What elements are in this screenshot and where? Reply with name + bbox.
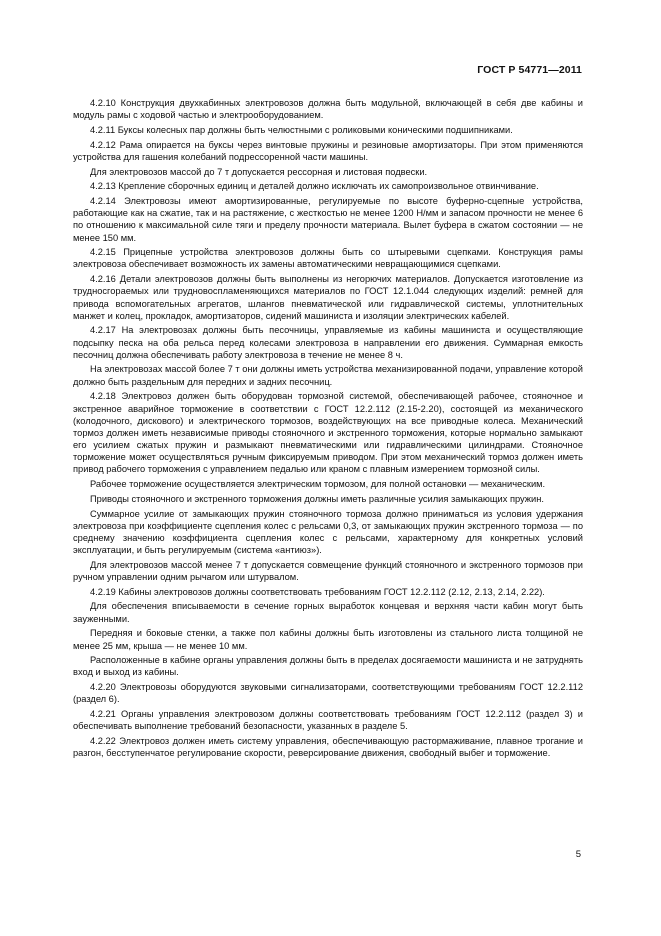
paragraph-4-2-14: 4.2.14 Электровозы имеют амортизированные, регулируемые по высоте буферно-сцепные устройства, работающие как на сжатие, так и на растяжение, с жесткостью не менее 1200 Н/мм и запасом прочности не менее 6 по отношению к максимальной силе тяги и пределу прочности материала. Вылет буфера в сжатом состоянии — не менее 150 мм. (73, 196, 583, 243)
paragraph-4-2-19-walls: Передняя и боковые стенки, а также пол кабины должны быть изготовлены из стального листа толщиной не менее 25 мм, крыша — не менее 10 мм. (73, 628, 583, 651)
paragraph-4-2-19-narrow: Для обеспечения вписываемости в сечение горных выработок концевая и верхняя части кабин могут быть зауженными. (73, 601, 583, 624)
paragraph-4-2-15: 4.2.15 Прицепные устройства электровозов должны быть со штыревыми сцепками. Конструкция рамы электровоза обеспечивает возможность их замены автоматическими невращающимися сцепками. (73, 247, 583, 270)
paragraph-4-2-18: 4.2.18 Электровоз должен быть оборудован тормозной системой, обеспечивающей рабочее, стояночное и экстренное аварийное торможение в соответствии с ГОСТ 12.2.112 (2.15-2.20), состоящей из механического (колодочного, дискового) и электрического тормозов, воздействующих на все приводные колеса. Механический тормоз должен иметь независимые приводы стояночного и экстренного торможения, которые нормально замыкают его усилием сжатых пружин и размыкают пневматическими или гидравлическими цилиндрами. Стояночное торможение может осуществляться ручным фиксируемым приводом. При этом механический тормоз должен иметь привод рабочего торможения с управлением педалью или краном с плавным измерением тормозной силы. (73, 391, 583, 475)
page-number: 5 (575, 849, 581, 860)
paragraph-4-2-18-light: Для электровозов массой менее 7 т допускается совмещение функций стояночного и экстренного тормозов при ручном управлении одним рычагом или штурвалом. (73, 559, 583, 582)
paragraph-4-2-17-note: На электровозах массой более 7 т они должны иметь устройства механизированной подачи, управление которой должно быть раздельным для передних и задних песочниц. (73, 364, 583, 387)
paragraph-4-2-18-drives: Приводы стояночного и экстренного торможения должны иметь различные усилия замыкающих пружин. (90, 493, 544, 504)
paragraph-4-2-12-note: Для электровозов массой до 7 т допускается рессорная и листовая подвески. (90, 166, 428, 177)
paragraph-4-2-18-working-brake: Рабочее торможение осуществляется электрическим тормозом, для полной остановки — механическим. (90, 479, 546, 490)
paragraph-4-2-12: 4.2.12 Рама опирается на буксы через винтовые пружины и резиновые амортизаторы. При этом применяются устройства для гашения колебаний подрессоренной части машины. (73, 139, 583, 162)
paragraph-4-2-10: 4.2.10 Конструкция двухкабинных электровозов должна быть модульной, включающей в себя две кабины и модуль рамы с ходовой частью и электрооборудованием. (73, 98, 583, 121)
paragraph-4-2-18-force: Суммарное усилие от замыкающих пружин стояночного тормоза должно приниматься из условия удержания электровоза при коэффициенте сцепления колес с рельсами 0,3, от замыкающих пружин экстренного тормоза — по среднему значению коэффициента сцепления колес с рельсами, характерному для конкретных условий эксплуатации, и быть регулируемым (система «антиюз»). (73, 508, 583, 556)
standard-header: ГОСТ Р 54771—2011 (477, 64, 582, 76)
paragraph-4-2-19: 4.2.19 Кабины электровозов должны соответствовать требованиям ГОСТ 12.2.112 (2.12, 2.13, 2.14, 2.22). (90, 586, 545, 597)
paragraph-4-2-17: 4.2.17 На электровозах должны быть песочницы, управляемые из кабины машиниста и осуществляющие подсыпку песка на оба рельса перед колесами электровоза в направлении его движения. Суммарная емкость песочниц должна обеспечивать работу электровоза в течение не менее 8 ч. (73, 325, 583, 360)
paragraph-4-2-20: 4.2.20 Электровозы оборудуются звуковыми сигнализаторами, соответствующими требованиям ГОСТ 12.2.112 (раздел 6). (73, 682, 583, 705)
paragraph-4-2-21: 4.2.21 Органы управления электровозом должны соответствовать требованиям ГОСТ 12.2.112 (раздел 3) и обеспечивать выполнение требований безопасности, указанных в разделе 5. (73, 709, 583, 732)
paragraph-4-2-19-controls: Расположенные в кабине органы управления должны быть в пределах досягаемости машиниста и не затруднять вход и выход из кабины. (73, 655, 583, 678)
paragraph-4-2-16: 4.2.16 Детали электровозов должны быть выполнены из негорючих материалов. Допускается изготовление из трудносгораемых или трудновоспламеняющихся материалов по ГОСТ 12.1.044 следующих изделий: ремней для привода вспомогательных агрегатов, шлангов пневматической или гидравлической системы, уплотнительных манжет и колец, прокладок, амортизаторов, сидений машиниста и изоляции электрических кабелей. (73, 274, 583, 321)
paragraph-4-2-11: 4.2.11 Буксы колесных пар должны быть челюстными с роликовыми коническими подшипниками. (90, 124, 513, 135)
paragraph-4-2-22: 4.2.22 Электровоз должен иметь систему управления, обеспечивающую растормаживание, плавное трогание и разгон, бесступенчатое регулирование скорости, реверсирование движения, свободный выбег и торможение. (73, 735, 583, 759)
paragraph-4-2-13: 4.2.13 Крепление сборочных единиц и деталей должно исключать их самопроизвольное отвинчивание. (90, 181, 539, 192)
document-body (73, 97, 583, 762)
